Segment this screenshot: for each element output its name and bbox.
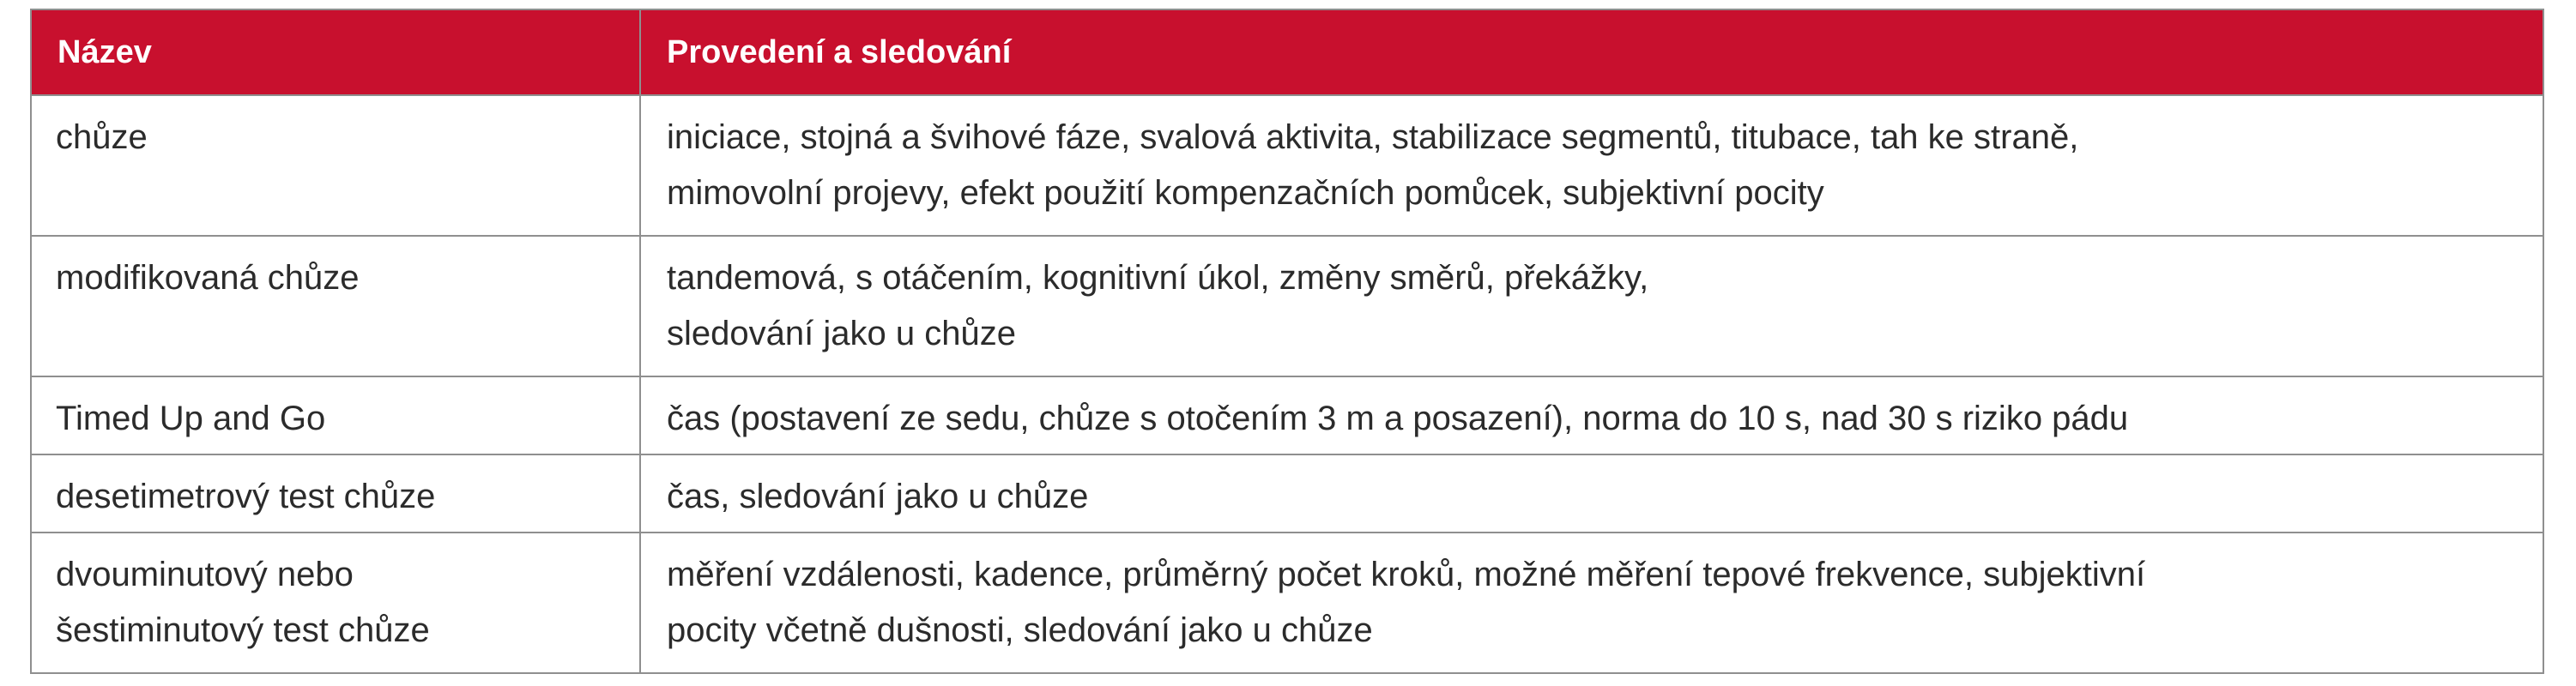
gait-tests-table-container bbox=[30, 9, 2543, 674]
table-row bbox=[31, 533, 2543, 673]
row-name-cell bbox=[31, 236, 640, 376]
row-detail-line: tandemová, s otáčením, kognitivní úkol, změny směrů, překážky, bbox=[667, 259, 1649, 297]
row-name-line: Timed Up and Go bbox=[56, 400, 326, 437]
row-detail-cell bbox=[640, 454, 2543, 533]
table-body bbox=[31, 95, 2543, 673]
row-detail-line: měření vzdálenosti, kadence, průměrný počet kroků, možné měření tepové frekvence, subjektivní bbox=[667, 556, 2146, 593]
row-name-line: modifikovaná chůze bbox=[56, 259, 360, 297]
row-name-cell bbox=[31, 454, 640, 533]
header-name: Název bbox=[31, 9, 640, 95]
row-detail-line: čas, sledování jako u chůze bbox=[667, 478, 1089, 515]
row-name-cell bbox=[31, 376, 640, 454]
gait-tests-table bbox=[30, 9, 2544, 674]
table-row bbox=[31, 376, 2543, 454]
row-detail-line: iniciace, stojná a švihové fáze, svalová aktivita, stabilizace segmentů, titubace, tah ke straně, bbox=[667, 118, 2079, 156]
table-row bbox=[31, 236, 2543, 376]
row-detail-cell bbox=[640, 533, 2543, 673]
row-name-line: chůze bbox=[56, 118, 148, 156]
row-name-cell bbox=[31, 533, 640, 673]
row-name-line: šestiminutový test chůze bbox=[56, 611, 430, 649]
table-header bbox=[31, 9, 2543, 95]
row-detail-line: sledování jako u chůze bbox=[667, 315, 1016, 352]
header-row bbox=[31, 9, 2543, 95]
row-detail-line: pocity včetně dušnosti, sledování jako u chůze bbox=[667, 611, 1373, 649]
row-detail-line: mimovolní projevy, efekt použití kompenzačních pomůcek, subjektivní pocity bbox=[667, 174, 1824, 212]
header-detail: Provedení a sledování bbox=[640, 9, 2543, 95]
row-detail-line: čas (postavení ze sedu, chůze s otočením 3 m a posazení), norma do 10 s, nad 30 s riziko pádu bbox=[667, 400, 2129, 437]
row-detail-cell bbox=[640, 376, 2543, 454]
row-name-line: desetimetrový test chůze bbox=[56, 478, 436, 515]
row-name-cell bbox=[31, 95, 640, 236]
row-detail-cell bbox=[640, 95, 2543, 236]
row-detail-cell bbox=[640, 236, 2543, 376]
table-row bbox=[31, 95, 2543, 236]
table-row bbox=[31, 454, 2543, 533]
row-name-line: dvouminutový nebo bbox=[56, 556, 354, 593]
